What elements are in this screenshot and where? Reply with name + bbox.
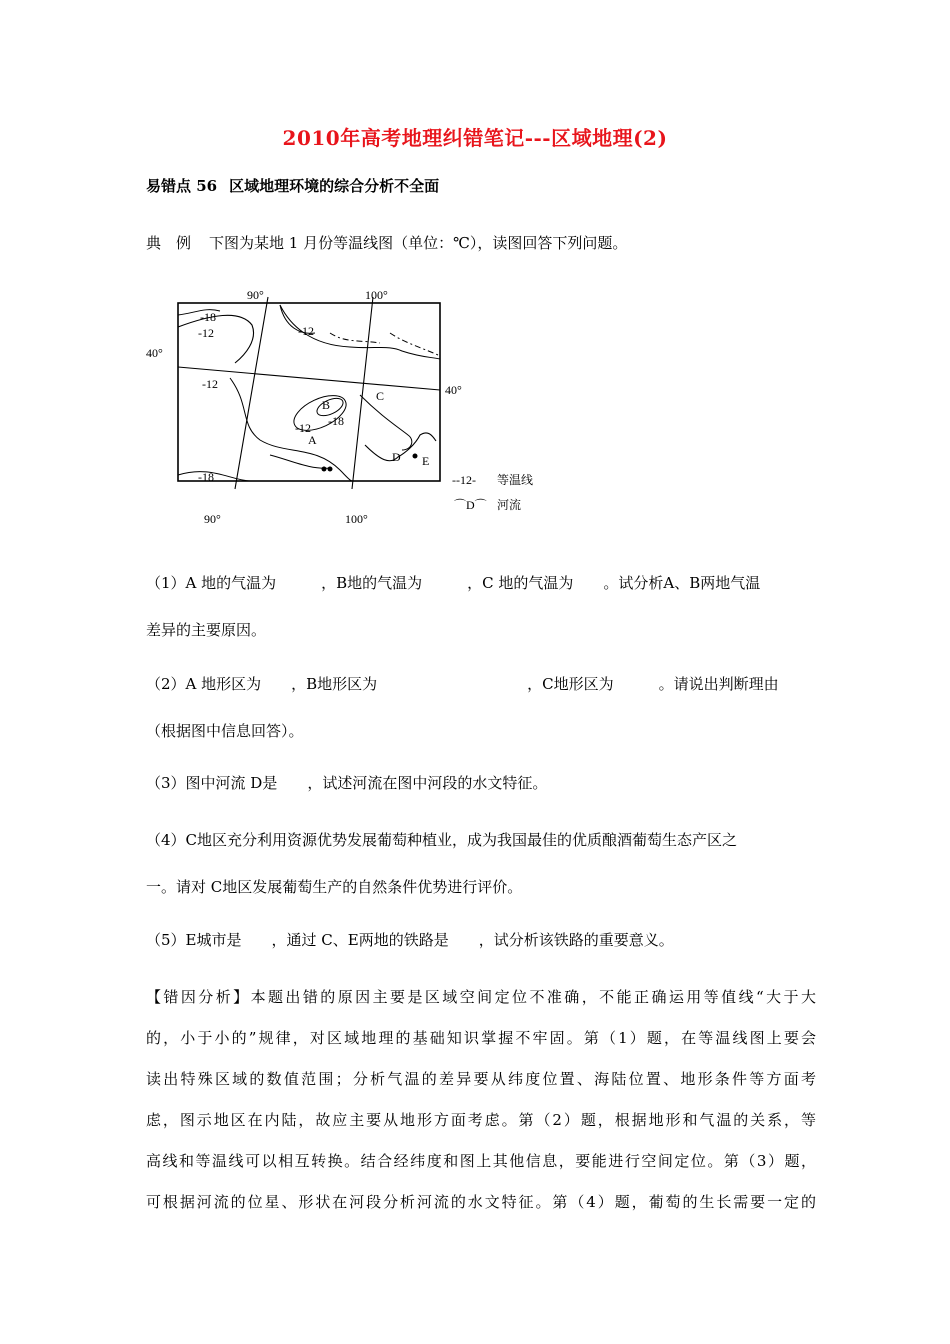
analysis-line: 高线和等温线可以相互转换。结合经纬度和图上其他信息，要能进行空间定位。第（3）题， [146,1152,816,1170]
question-1 [146,572,816,666]
analysis-line: 可根据河流的位星、形状在河段分析河流的水文特征。第（4）题，葡萄的生长需要一定的 [146,1193,816,1211]
point-label-b: B [322,398,331,412]
question-2 [146,673,816,767]
example-intro [146,232,627,253]
section-title: 区域地理环境的综合分析不全面 [229,177,440,195]
top-lon-100: 100° [365,288,388,302]
point-label-d: D [392,450,401,464]
legend-river-symbol: ⌒D⌒ [454,498,487,512]
isotherm-label: -12 [295,421,311,435]
isotherm-label: -12 [198,326,214,340]
isotherm-map [140,285,560,535]
point-label-a: A [308,433,317,447]
page-title: 2010年高考地理纠错笔记---区域地理(2) [282,126,668,150]
isotherm-label: -12 [298,324,314,338]
question-4 [146,829,816,923]
question-line: （3）图中河流 D是 ，试述河流在图中河段的水文特征。 [146,774,548,792]
question-line: （2）A 地形区为 ，B地形区为 ，C地形区为 。请说出判断理由 [146,675,779,693]
lat-left: 40° [146,346,163,360]
bottom-lon-90: 90° [204,512,221,526]
question-line: （1）A 地的气温为 ，B地的气温为 ，C 地的气温为 。试分析A、B两地气温 [146,574,761,592]
example-tag: 典 例 [146,234,192,252]
point-label-e: E [422,454,430,468]
point-label-c: C [376,389,385,403]
bottom-lon-100: 100° [345,512,368,526]
isotherm-label: -18 [328,414,344,428]
section-label: 易错点 56 [146,177,218,195]
top-lon-90: 90° [247,288,264,302]
meridian-90 [235,297,268,489]
section-heading [146,175,439,196]
question-line: 差异的主要原因。 [146,621,267,639]
legend-isotherm-symbol: --12- [452,473,476,487]
question-line: 一。请对 C地区发展葡萄生产的自然条件优势进行评价。 [146,878,523,896]
isotherm-label: -18 [200,310,216,324]
analysis-line: 虑，图示地区在内陆，故应主要从地形方面考虑。第（2）题，根据地形和气温的关系，等 [146,1111,816,1129]
analysis-line: 【错因分析】本题出错的原因主要是区域空间定位不准确，不能正确运用等值线“大于大 [146,988,816,1006]
legend-isotherm-label: 等温线 [497,473,534,487]
analysis-line: 的，小于小的”规律，对区域地理的基础知识掌握不牢固。第（1）题，在等温线图上要会 [146,1029,816,1047]
question-line: （根据图中信息回答）。 [146,722,304,740]
isotherm-line [230,378,352,481]
isotherm-line [360,395,412,450]
isotherm-line [178,472,250,481]
question-line: （5）E城市是 ，通过 C、E两地的铁路是 ，试分析该铁路的重要意义。 [146,931,674,949]
example-text: 下图为某地 1 月份等温线图（单位：℃），读图回答下列问题。 [209,234,628,252]
city-dot [322,467,327,472]
question-line: （4）C地区充分利用资源优势发展葡萄种植业，成为我国最佳的优质酿酒葡萄生态产区之 [146,831,738,849]
city-dot-e [413,454,418,459]
analysis-line: 读出特殊区域的数值范围；分析气温的差异要从纬度位置、海陆位置、地形条件等方面考 [146,1070,816,1088]
question-5 [146,929,816,976]
isotherm-line [390,333,438,355]
meridian-100 [352,297,373,489]
isotherm-line [330,333,380,343]
city-dot [328,467,333,472]
legend-river-label: 河流 [497,498,522,512]
question-3 [146,772,816,819]
error-analysis [146,986,816,1232]
isotherm-label: -12 [202,377,218,391]
lat-right: 40° [445,383,462,397]
isotherm-label: -18 [198,470,214,484]
